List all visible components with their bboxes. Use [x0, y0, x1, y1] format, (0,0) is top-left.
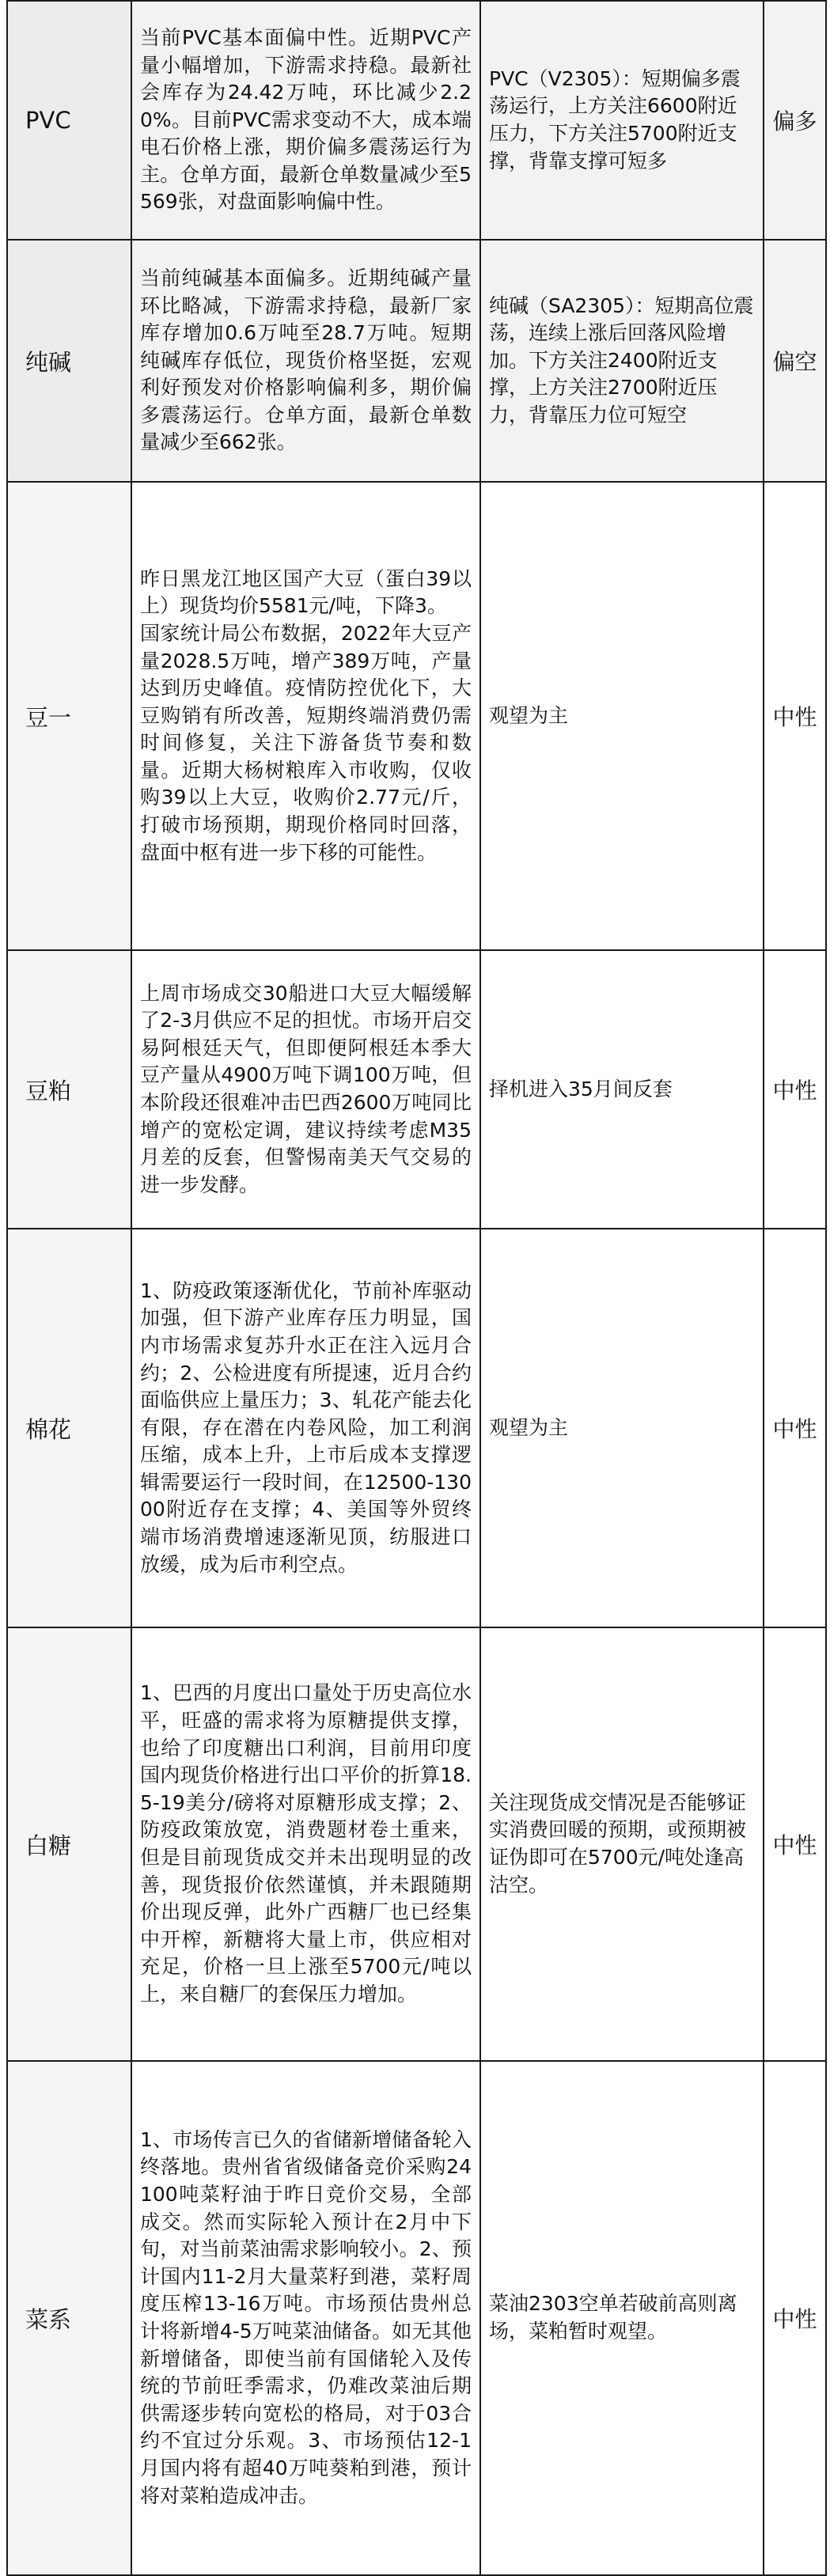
- commodity-name: PVC: [7, 1, 131, 240]
- fundamental-analysis: 1、巴西的月度出口量处于历史高位水平，旺盛的需求将为原糖提供支撑，也给了印度糖出口利润，目前用印度国内现货价格进行出口平价的折算18.5-19美分/磅将对原糖形成支撑；2、防疫政策放宽，消费题材卷土重来，但是目前现货成交并未出现明显的改善，现货报价依然谨慎，并未跟随期价出现反弹，此外广西糖厂也已经集中开榨，新糖将大量上市，供应相对充足，价格一旦上涨至5700元/吨以上，来自糖厂的套保压力增加。: [131, 1627, 480, 2061]
- table-row-sugar: [7, 1627, 826, 2061]
- table-row-pvc: [7, 1, 826, 240]
- outlook-rating: 中性: [764, 482, 826, 950]
- commodity-name: 菜系: [7, 2061, 131, 2575]
- trading-strategy: 观望为主: [480, 482, 764, 950]
- fundamental-analysis: 1、市场传言已久的省储新增储备轮入终落地。贵州省省级储备竞价采购24100吨菜籽油于昨日竞价交易，全部成交。然而实际轮入预计在2月中下旬，对当前菜油需求影响较小。2、预计国内11-2月大量菜籽到港，菜籽周度压榨13-16万吨。市场预估贵州总计将新增4-5万吨菜油储备。如无其他新增储备，即使当前有国储轮入及传统的节前旺季需求，仍难改菜油后期供需逐步转向宽松的格局，对于03合约不宜过分乐观。3、市场预估12-1月国内将有超40万吨葵粕到港，预计将对菜粕造成冲击。: [131, 2061, 480, 2575]
- fundamental-analysis: 当前PVC基本面偏中性。近期PVC产量小幅增加，下游需求持稳。最新社会库存为24.42万吨，环比减少2.20%。目前PVC需求变动不大，成本端电石价格上涨，期价偏多震荡运行为主。仓单方面，最新仓单数量减少至5569张，对盘面影响偏中性。: [131, 1, 480, 240]
- trading-strategy: 菜油2303空单若破前高则离场，菜粕暂时观望。: [480, 2061, 764, 2575]
- commodity-name: 棉花: [7, 1229, 131, 1627]
- table-row-rapeseed: [7, 2061, 826, 2575]
- strategy-table: [6, 0, 827, 2576]
- table-row-soda-ash: [7, 240, 826, 482]
- trading-strategy: PVC（V2305）：短期偏多震荡运行，上方关注6600附近压力，下方关注5700附近支撑，背靠支撑可短多: [480, 1, 764, 240]
- outlook-rating: 中性: [764, 1229, 826, 1627]
- outlook-rating: 偏多: [764, 1, 826, 240]
- outlook-rating: 中性: [764, 1627, 826, 2061]
- fundamental-analysis: 1、防疫政策逐渐优化，节前补库驱动加强，但下游产业库存压力明显，国内市场需求复苏升水正在注入远月合约；2、公检进度有所提速，近月合约面临供应上量压力；3、轧花产能去化有限，存在潜在内卷风险，加工利润压缩，成本上升，上市后成本支撑逻辑需要运行一段时间，在12500-13000附近存在支撑；4、美国等外贸终端市场消费增速逐渐见顶，纺服进口放缓，成为后市利空点。: [131, 1229, 480, 1627]
- fundamental-analysis: 当前纯碱基本面偏多。近期纯碱产量环比略减，下游需求持稳，最新厂家库存增加0.6万吨至28.7万吨。短期纯碱库存低位，现货价格坚挺，宏观利好预发对价格影响偏利多，期价偏多震荡运行。仓单方面，最新仓单数量减少至662张。: [131, 240, 480, 482]
- fundamental-analysis: 上周市场成交30船进口大豆大幅缓解了2-3月供应不足的担忧。市场开启交易阿根廷天气，但即便阿根廷本季大豆产量从4900万吨下调100万吨，但本阶段还很难冲击巴西2600万吨同比增产的宽松定调，建议持续考虑M35月差的反套，但警惕南美天气交易的进一步发酵。: [131, 950, 480, 1229]
- trading-strategy: 观望为主: [480, 1229, 764, 1627]
- commodity-name: 纯碱: [7, 240, 131, 482]
- commodity-name: 豆粕: [7, 950, 131, 1229]
- trading-strategy: 纯碱（SA2305）：短期高位震荡，连续上涨后回落风险增加。下方关注2400附近支撑，上方关注2700附近压力，背靠压力位可短空: [480, 240, 764, 482]
- table-row-cotton: [7, 1229, 826, 1627]
- outlook-rating: 中性: [764, 2061, 826, 2575]
- table-row-soybean-meal: [7, 950, 826, 1229]
- table-row-soybean-no1: [7, 482, 826, 950]
- outlook-rating: 中性: [764, 950, 826, 1229]
- commodity-name: 豆一: [7, 482, 131, 950]
- trading-strategy: 关注现货成交情况是否能够证实消费回暖的预期，或预期被证伪即可在5700元/吨处逢高沽空。: [480, 1627, 764, 2061]
- outlook-rating: 偏空: [764, 240, 826, 482]
- fundamental-analysis: 昨日黑龙江地区国产大豆（蛋白39以上）现货均价5581元/吨，下降3。 国家统计局公布数据，2022年大豆产量2028.5万吨，增产389万吨，产量达到历史峰值。疫情防控优化下，大豆购销有所改善，短期终端消费仍需时间修复，关注下游备货节奏和数量。近期大杨树粮库入市收购，仅收购39以上大豆，收购价2.77元/斤，打破市场预期，期现价格同时回落，盘面中枢有进一步下移的可能性。: [131, 482, 480, 950]
- trading-strategy: 择机进入35月间反套: [480, 950, 764, 1229]
- commodity-name: 白糖: [7, 1627, 131, 2061]
